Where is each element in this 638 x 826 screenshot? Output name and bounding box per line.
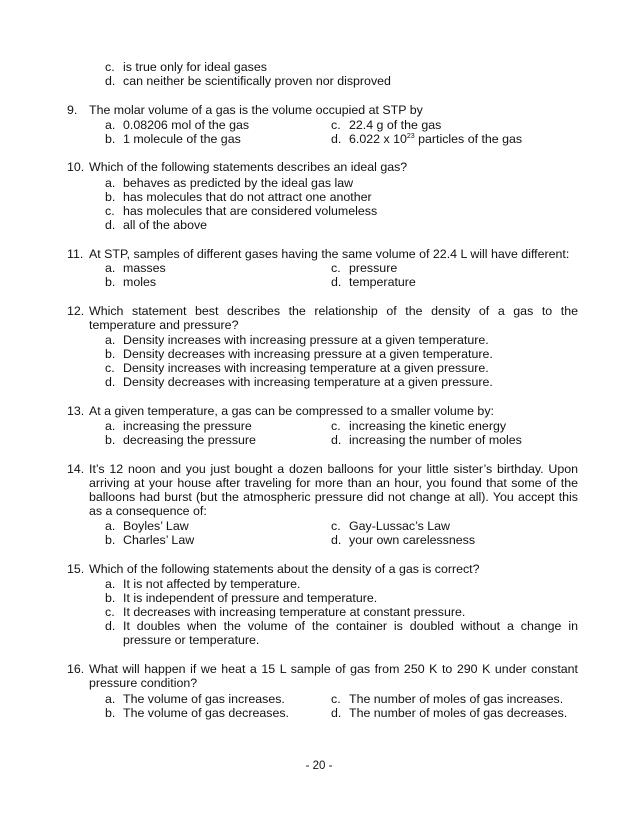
option-letter: a. (105, 333, 116, 347)
option-text: 1 molecule of the gas (123, 132, 241, 146)
q16-option-b (105, 706, 289, 720)
option-letter: a. (105, 577, 116, 591)
q12-number: 12. (67, 304, 85, 318)
option-text: Density decreases with increasing pressure at a given temperature. (123, 347, 493, 361)
q13-number: 13. (67, 404, 85, 418)
option-letter: d. (331, 132, 342, 146)
q9-number: 9. (67, 103, 78, 117)
q16-stem-line2: pressure condition? (89, 676, 198, 690)
q14-option-d (331, 533, 475, 547)
option-text: Density increases with increasing pressure at a given temperature. (123, 333, 489, 347)
q9-option-c (331, 118, 441, 132)
q10-number: 10. (67, 160, 85, 174)
q15-option-d-line1: It doubles when the volume of the container is doubled without a change in (123, 619, 578, 633)
option-text: It is not affected by temperature. (123, 577, 301, 591)
q10-stem: Which of the following statements describes an ideal gas? (89, 160, 408, 174)
option-letter: d. (105, 74, 116, 88)
option-text: 22.4 g of the gas (349, 118, 442, 132)
option-text: 0.08206 mol of the gas (123, 118, 250, 132)
option-text: The number of moles of gas decreases. (349, 706, 568, 720)
option-text: Density decreases with increasing temperature at a given pressure. (123, 375, 493, 389)
q14-stem-line3: balloons had burst (but the atmospheric pressure did not change at all). You accept this (89, 490, 578, 504)
option-text: The volume of gas increases. (123, 692, 285, 706)
option-letter: b. (105, 347, 116, 361)
option-letter: a. (105, 692, 116, 706)
q12-option-c (105, 361, 489, 375)
option-letter: a. (105, 261, 116, 275)
q16-option-d (331, 706, 567, 720)
option-text: Boyles’ Law (123, 519, 189, 533)
q14-stem-line1: It’s 12 noon and you just bought a dozen balloons for your little sister’s birthday. Upon (89, 462, 578, 476)
option-letter: d. (331, 706, 342, 720)
option-text-post: particles of the gas (414, 132, 523, 146)
option-letter: d. (331, 433, 342, 447)
option-letter: c. (105, 60, 115, 74)
q15-option-a (105, 577, 300, 591)
q9-stem: The molar volume of a gas is the volume occupied at STP by (89, 103, 423, 117)
q14-option-a (105, 519, 189, 533)
q11-number: 11. (67, 247, 84, 261)
option-text: masses (123, 261, 166, 275)
q14-stem-line2: arriving at your house after traveling for more than an hour, you found that some of the (89, 476, 578, 490)
q11-option-a (105, 261, 166, 275)
q11-option-b (105, 275, 156, 289)
q12-stem-line2: temperature and pressure? (89, 318, 239, 332)
q11-option-c (331, 261, 397, 275)
option-letter: a. (105, 176, 116, 190)
q13-option-d (331, 433, 522, 447)
q15-option-c (105, 605, 465, 619)
q15-stem: Which of the following statements about the density of a gas is correct? (89, 562, 480, 576)
option-letter: d. (105, 218, 116, 232)
option-text: It is independent of pressure and temperature. (123, 591, 378, 605)
option-text: Density increases with increasing temperature at a given pressure. (123, 361, 489, 375)
q13-option-b (105, 433, 256, 447)
option-text: increasing the pressure (123, 419, 252, 433)
option-letter: b. (105, 433, 116, 447)
option-text-pre: 6.022 x 10 (349, 132, 407, 146)
q12-option-b (105, 347, 493, 361)
q12-stem-line1: Which statement best describes the relationship of the density of a gas to the (89, 304, 578, 318)
option-letter: d. (331, 275, 342, 289)
option-letter: c. (331, 519, 341, 533)
q8-option-c (105, 60, 267, 74)
option-letter: c. (105, 361, 115, 375)
option-letter: b. (105, 533, 116, 547)
option-letter: c. (331, 118, 341, 132)
q9-option-d (331, 132, 522, 146)
option-text: decreasing the pressure (123, 433, 256, 447)
option-letter: d. (331, 533, 342, 547)
option-text: can neither be scientifically proven nor disproved (123, 74, 391, 88)
option-text: your own carelessness (349, 533, 476, 547)
q15-option-d-line2: pressure or temperature. (123, 633, 260, 647)
option-letter: c. (331, 419, 341, 433)
option-text: increasing the kinetic energy (349, 419, 507, 433)
q10-option-d (105, 218, 207, 232)
q9-option-a (105, 118, 249, 132)
q15-option-b (105, 591, 377, 605)
option-letter: c. (105, 204, 115, 218)
option-text: The number of moles of gas increases. (349, 692, 564, 706)
q10-option-a (105, 176, 353, 190)
option-text: Gay-Lussac’s Law (349, 519, 451, 533)
q8-option-d (105, 74, 391, 88)
option-letter: b. (105, 591, 116, 605)
option-letter: b. (105, 275, 116, 289)
q13-option-c (331, 419, 506, 433)
q14-stem-line4: as a consequence of: (89, 504, 207, 518)
option-text: moles (123, 275, 157, 289)
q10-option-c (105, 204, 377, 218)
option-letter: c. (331, 692, 341, 706)
q16-option-c (331, 692, 563, 706)
page-number: - 20 - (305, 760, 333, 772)
q12-option-a (105, 333, 489, 347)
option-text: has molecules that do not attract one another (123, 190, 372, 204)
option-text: pressure (349, 261, 398, 275)
q14-option-c (331, 519, 450, 533)
q14-number: 14. (67, 462, 85, 476)
q16-option-a (105, 692, 285, 706)
option-text: is true only for ideal gases (123, 60, 267, 74)
q11-option-d (331, 275, 416, 289)
option-text: behaves as predicted by the ideal gas law (123, 176, 354, 190)
option-text: temperature (349, 275, 416, 289)
option-letter: a. (105, 519, 116, 533)
option-letter: a. (105, 419, 116, 433)
option-letter: d. (105, 375, 116, 389)
q13-stem: At a given temperature, a gas can be compressed to a smaller volume by: (89, 404, 494, 418)
option-exponent: 23 (406, 133, 415, 140)
option-text: all of the above (123, 218, 208, 232)
option-letter: b. (105, 132, 116, 146)
q16-number: 16. (67, 662, 85, 676)
option-letter: c. (331, 261, 341, 275)
q12-option-d (105, 375, 493, 389)
option-text: has molecules that are considered volumeless (123, 204, 378, 218)
q14-option-b (105, 533, 194, 547)
option-text: The volume of gas decreases. (123, 706, 289, 720)
q11-stem: At STP, samples of different gases having the same volume of 22.4 L will have different: (89, 247, 570, 261)
q10-option-b (105, 190, 372, 204)
option-text: It decreases with increasing temperature at constant pressure. (123, 605, 466, 619)
option-text: increasing the number of moles (349, 433, 522, 447)
q16-stem-line1: What will happen if we heat a 15 L sample of gas from 250 K to 290 K under constant (89, 662, 578, 676)
option-letter: b. (105, 706, 116, 720)
option-letter: c. (105, 605, 115, 619)
q15-number: 15. (67, 562, 85, 576)
option-letter: a. (105, 118, 116, 132)
q9-option-b (105, 132, 241, 146)
option-letter: b. (105, 190, 116, 204)
q15-option-d-letter: d. (105, 619, 116, 633)
option-text: Charles’ Law (123, 533, 195, 547)
q13-option-a (105, 419, 252, 433)
